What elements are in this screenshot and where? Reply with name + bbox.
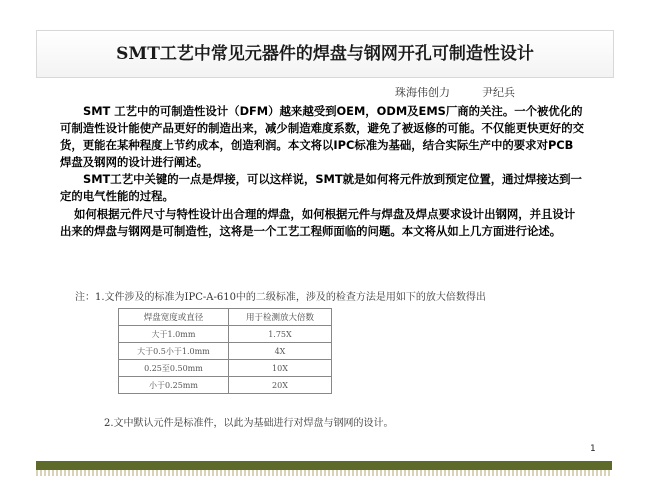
magnification-table: [118, 308, 332, 394]
table-cell: 大于1.0mm: [119, 326, 229, 343]
table-header-row: [119, 309, 332, 326]
table-cell: 0.25至0.50mm: [119, 360, 229, 377]
page-number: 1: [590, 444, 596, 454]
table-cell: 10X: [228, 360, 331, 377]
author-company: 珠海伟创力: [395, 86, 450, 99]
note-default-components: 2.文中默认元件是标准件，以此为基础进行对焊盘与钢网的设计。: [104, 418, 394, 429]
title-bar: [36, 30, 614, 78]
paragraph-design: 如何根据元件尺寸与特性设计出合理的焊盘，如何根据元件与焊盘及焊点要求设计出钢网，并且设计出来的焊盘与钢网是可制造性，这将是一个工艺工程师面临的问题。本文将从如上几方面进行论述。: [60, 206, 576, 238]
footer-stripe: [36, 470, 612, 476]
table-header-cell: 用于检测放大倍数: [228, 309, 331, 326]
table-row: [119, 343, 332, 360]
document-title: SMT工艺中常见元器件的焊盘与钢网开孔可制造性设计: [116, 44, 534, 64]
table-cell: 大于0.5小于1.0mm: [119, 343, 229, 360]
note-standard: 注：1.文件涉及的标准为IPC-A-610中的二级标准，涉及的检查方法是用如下的放大倍数得出: [75, 292, 486, 303]
footer-bar: [36, 461, 612, 470]
body-text: [60, 103, 585, 240]
table-cell: 20X: [228, 377, 331, 394]
table-row: [119, 360, 332, 377]
author-name: 尹纪兵: [482, 86, 515, 99]
table-row: [119, 377, 332, 394]
table-cell: 4X: [228, 343, 331, 360]
paragraph-intro: SMT 工艺中的可制造性设计（DFM）越来越受到OEM，ODM及EMS厂商的关注。一个被优化的可制造性设计能使产品更好的制造出来，减少制造难度系数，避免了被返修的可能。不仅能更快更好的交货，更能在某种程度上节约成本，创造利润。本文将以IPC标准为基础，结合实际生产中的要求对PCB 焊盘及钢网的设计进行阐述。: [60, 104, 584, 170]
table-header-cell: 焊盘宽度或直径: [119, 309, 229, 326]
table-cell: 1.75X: [228, 326, 331, 343]
table-row: [119, 326, 332, 343]
table-cell: 小于0.25mm: [119, 377, 229, 394]
paragraph-soldering: SMT工艺中关键的一点是焊接，可以这样说，SMT就是如何将元件放到预定位置，通过焊接达到一定的电气性能的过程。: [60, 172, 582, 204]
